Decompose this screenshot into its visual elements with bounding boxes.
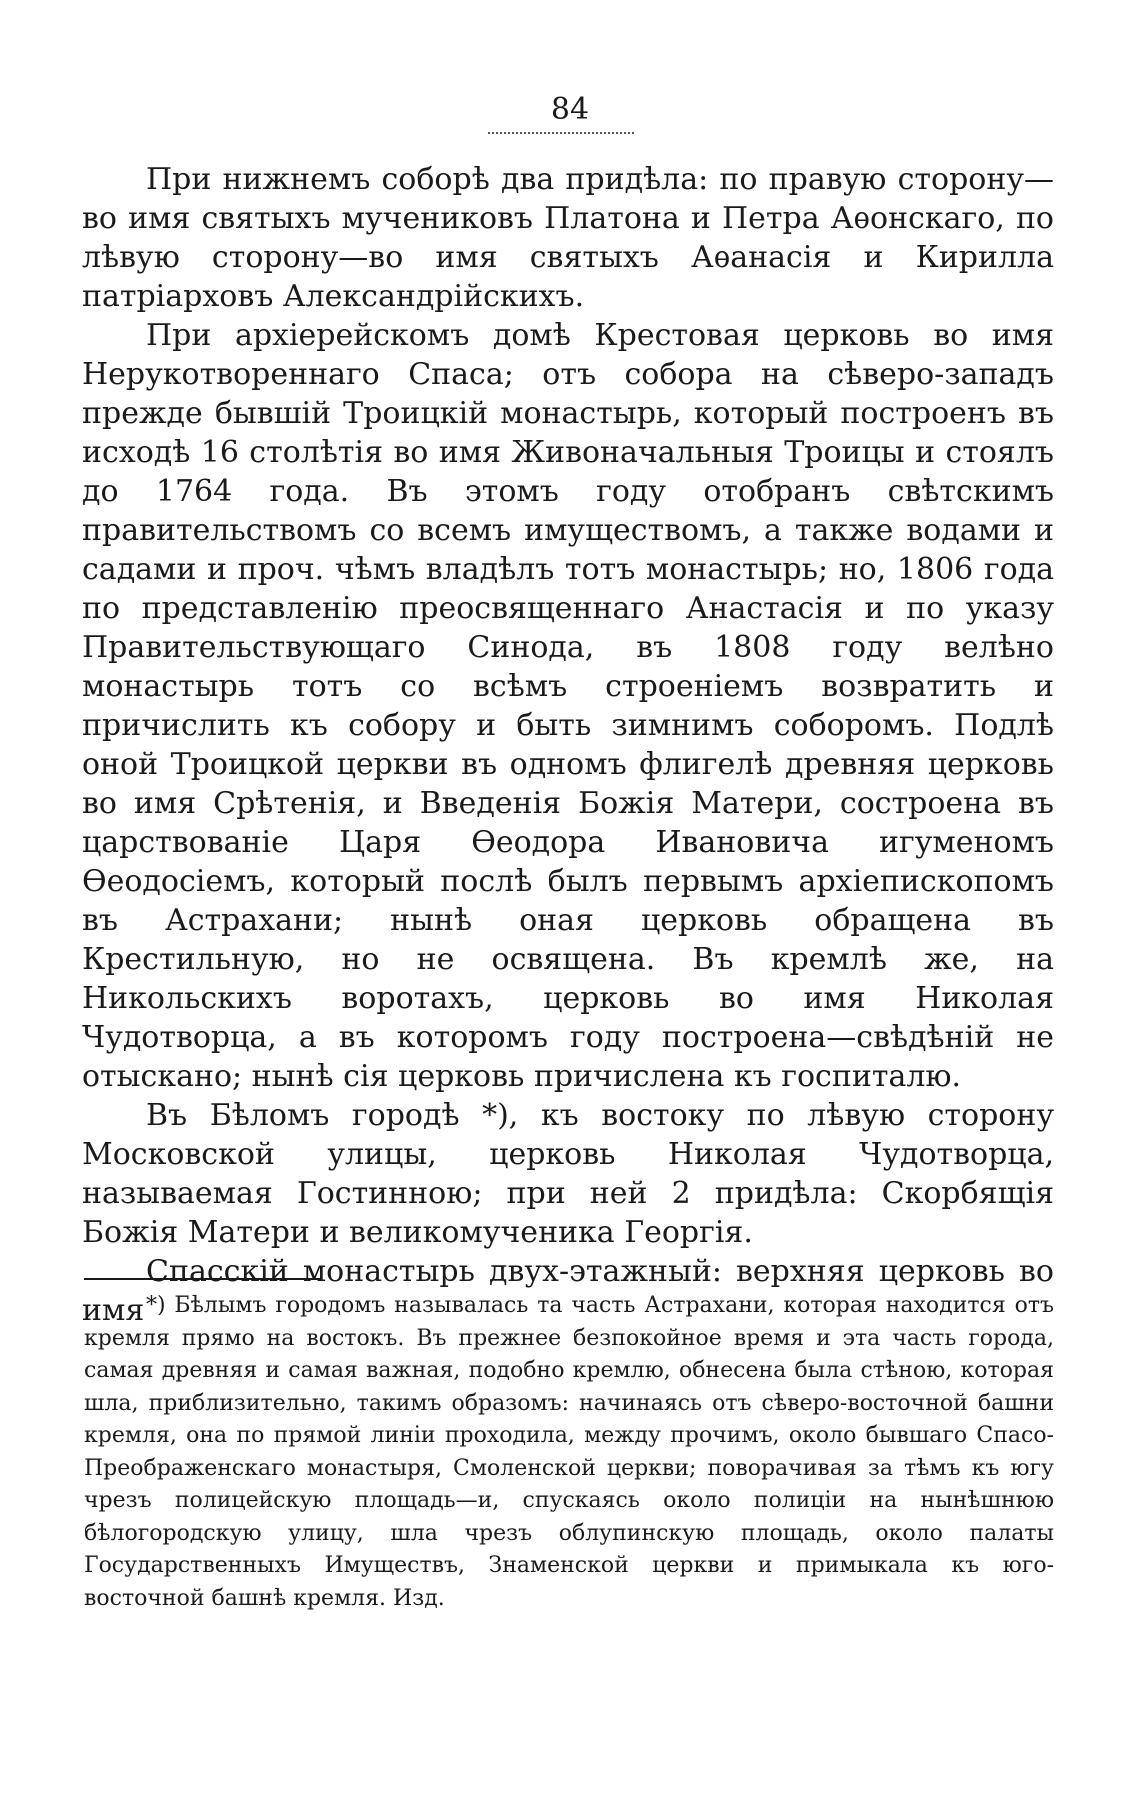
paragraph-spassky-monastery: Спасскій монастырь двух-этажный: верхняя церковь во имя xyxy=(82,1254,1054,1328)
footnote: *) Бѣлымъ городомъ называлась та часть Астрахани, которая находится отъ кремля прямо на востокъ. Въ прежнее безпокойное время и эта часть города, самая древняя и самая важная, подобно кремлю, обнесена была стѣною, которая шла, приблизительно, такимъ образомъ: начинаясь отъ сѣверо-восточной башни кремля, она по прямой линіи проходила, между прочимъ, около бывшаго Спасо-Преображенскаго монастыря, Смоленской церкви; поворачивая за тѣмъ къ югу чрезъ полицейскую площадь—и, спускаясь около полиціи на нынѣшнюю бѣлогородскую улицу, шла чрезъ облупинскую площадь, около палаты Государственныхъ Имуществъ, Знаменской церкви и примыкала къ юго-восточной башнѣ кремля. Изд. xyxy=(84,1293,1054,1611)
footnote-rule xyxy=(84,1278,320,1280)
page-number: 84 xyxy=(550,92,590,127)
page-number-rule xyxy=(488,132,634,134)
paragraph-bishops-house: При архіерейскомъ домѣ Крестовая церковь во имя Нерукотвореннаго Спаса; отъ собора на сѣверо-западъ прежде бывшій Троицкій монастырь, который построенъ въ исходѣ 16 столѣтія во имя Живоначальныя Троицы и стоялъ до 1764 года. Въ этомъ году отобранъ свѣтскимъ правительствомъ со всемъ имуществомъ, а также водами и садами и проч. чѣмъ владѣлъ тотъ монастырь; но, 1806 года по представленію преосвященнаго Анастасія и по указу Правительствующаго Синода, въ 1808 году велѣно монастырь тотъ со всѣмъ строеніемъ возвратить и причислить къ собору и быть зимнимъ соборомъ. Подлѣ оной Троицкой церкви въ одномъ флигелѣ древняя церковь во имя Срѣтенія, и Введенія Божія Матери, состроена въ царствованіе Царя Ѳеодора Ивановича игуменомъ Ѳеодосіемъ, который послѣ былъ первымъ архіепископомъ въ Астрахани; нынѣ оная церковь обращена въ Крестильную, но не освящена. Въ кремлѣ же, на Никольскихъ воротахъ, церковь во имя Николая Чудотворца, а въ которомъ году построена—свѣдѣній не отыскано; нынѣ сія церковь причислена къ госпиталю. xyxy=(82,318,1054,1094)
paragraph-white-city: Въ Бѣломъ городѣ *), къ востоку по лѣвую сторону Московской улицы, церковь Николая Чудотворца, называемая Гостинною; при ней 2 придѣла: Скорбящія Божія Матери и великомученика Георгія. xyxy=(82,1098,1054,1250)
main-text xyxy=(82,160,1054,1330)
paragraph-lower-cathedral: При нижнемъ соборѣ два придѣла: по правую сторону—во имя святыхъ мучениковъ Платона и Петра Аѳонскаго, по лѣвую сторону—во имя святыхъ Аѳанасія и Кирилла патріарховъ Александрійскихъ. xyxy=(82,162,1054,314)
